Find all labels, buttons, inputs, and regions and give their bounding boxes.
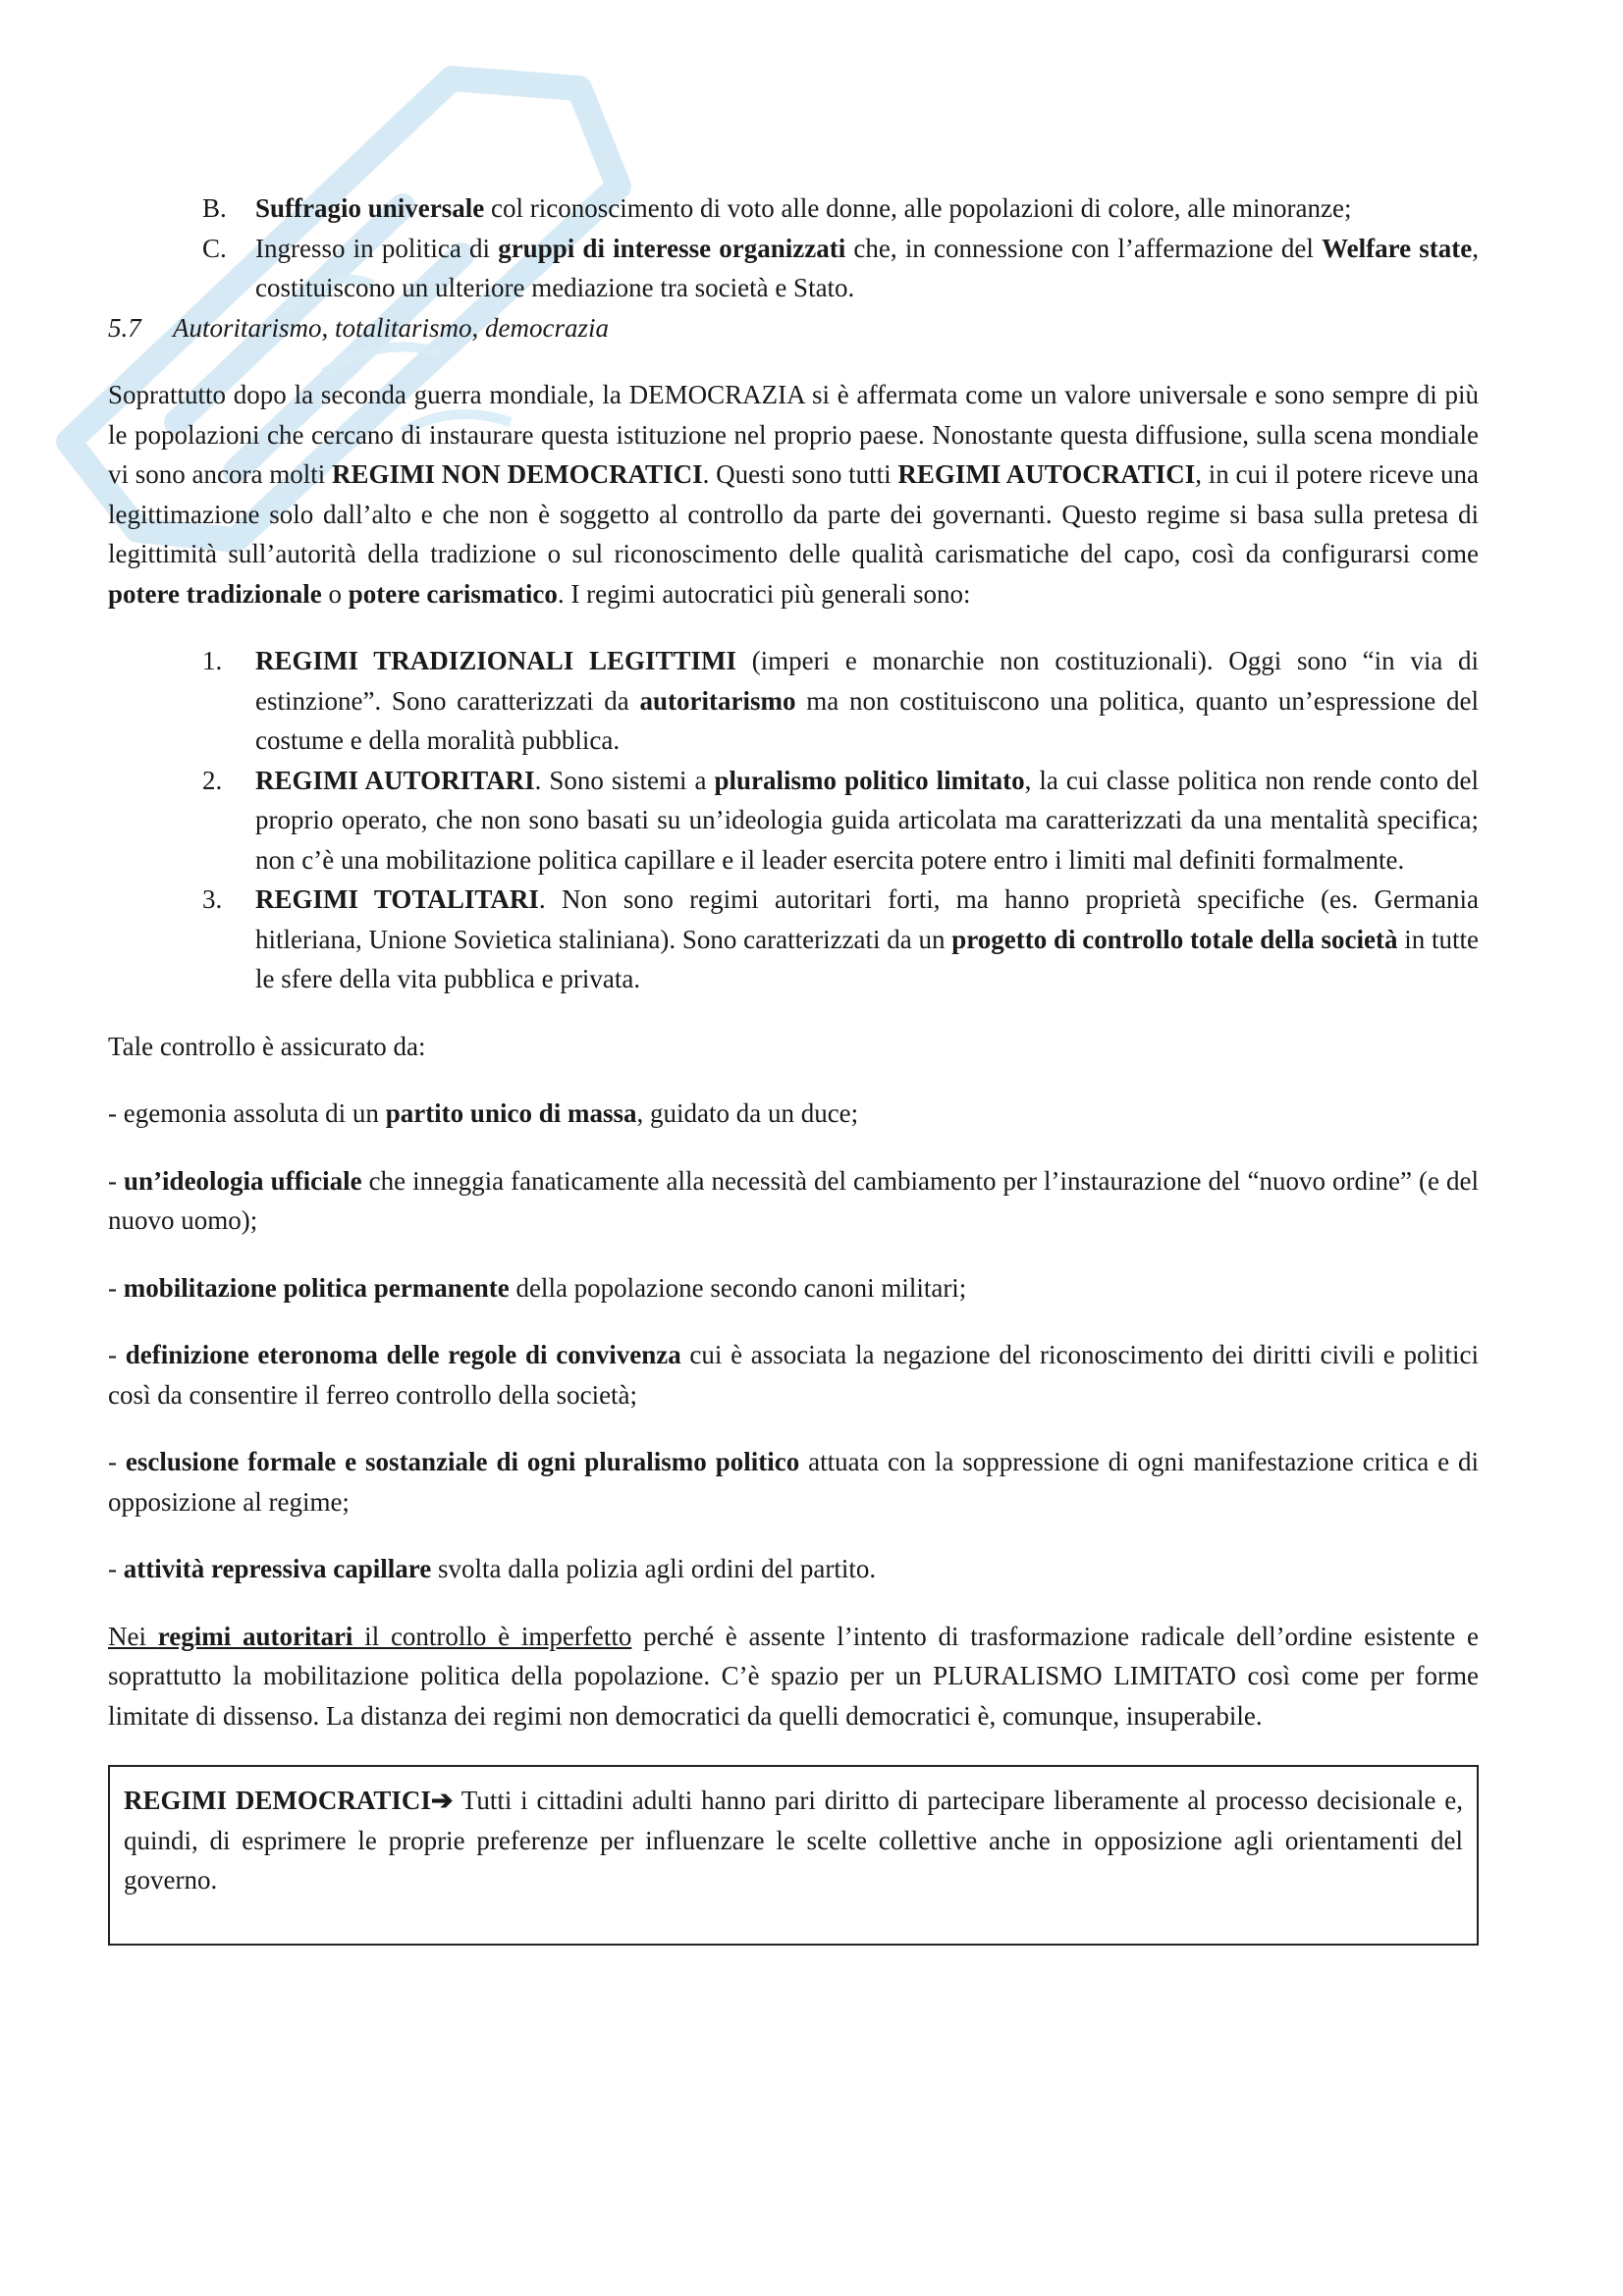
bold-term: Suffragio universale: [255, 193, 485, 223]
bold-term: partito unico di massa: [385, 1098, 637, 1128]
list-marker: 1.: [202, 646, 223, 675]
bold-term: potere tradizionale: [108, 578, 322, 609]
control-intro: Tale controllo è assicurato da:: [108, 1031, 426, 1061]
bold-term: gruppi di interesse organizzati: [498, 233, 846, 263]
bold-term: REGIMI AUTORITARI: [255, 765, 535, 795]
regime-item-1: 1. REGIMI TRADIZIONALI LEGITTIMI (imperi e monarchie non costituzionali). Oggi sono “in via di estinzione”. Sono caratterizzati da autoritarismo ma non costituiscono una politica, quanto un’espressione del costume e della moralità pubblica.: [155, 641, 1479, 761]
bold-term: pluralismo politico limitato: [714, 765, 1025, 795]
intro-paragraph: Soprattutto dopo la seconda guerra mondiale, la DEMOCRAZIA si è affermata come un valore universale e sono sempre di più le popolazioni che cercano di instaurare questa istituzione nel proprio paese. Nonostante questa diffusione, sulla scena mondiale vi sono ancora molti REGIMI NON DEMOCRATICI. Questi sono tutti REGIMI AUTOCRATICI, in cui il potere riceve una legittimazione solo dall’alto e che non è soggetto al controllo da parte dei governanti. Questo regime si basa sulla pretesa di legittimità sull’autorità della tradizione o sul riconoscimento delle qualità carismatiche del capo, così da configurarsi come potere tradizionale o potere carismatico. I regimi autocratici più generali sono:: [108, 380, 1479, 609]
definition-box: [108, 1765, 1479, 1946]
control-item: - attività repressiva capillare svolta dalla polizia agli ordini del partito.: [108, 1554, 877, 1583]
section-heading: [108, 308, 1479, 348]
regime-item-3: 3. REGIMI TOTALITARI. Non sono regimi autoritari forti, ma hanno proprietà specifiche (es. Germania hitleriana, Unione Sovietica staliniana). Sono caratterizzati da un progetto di controllo totale della società in tutte le sfere della vita pubblica e privata.: [155, 880, 1479, 999]
bold-term: attività repressiva capillare: [123, 1554, 432, 1583]
list-item-b: [155, 188, 1479, 229]
bold-term: esclusione formale e sostanziale di ogni pluralismo politico: [125, 1447, 800, 1476]
bold-term: definizione eteronoma delle regole di convivenza: [125, 1340, 681, 1369]
bold-term: potere carismatico: [348, 578, 558, 609]
bold-term: un’ideologia ufficiale: [124, 1165, 362, 1196]
arrow-icon: ➔: [430, 1786, 454, 1815]
bold-term: REGIMI AUTOCRATICI: [897, 459, 1196, 489]
control-item: - mobilitazione politica permanente della popolazione secondo canoni militari;: [108, 1272, 967, 1303]
text-run: Ingresso in politica di: [255, 233, 499, 263]
text-run: , costituiscono un ulteriore mediazione tra società e Stato.: [255, 233, 1479, 302]
bold-term: mobilitazione politica permanente: [123, 1272, 510, 1303]
list-marker: 2.: [202, 765, 223, 795]
bold-term: progetto di controllo totale della società: [951, 924, 1398, 954]
bold-term: REGIMI NON DEMOCRATICI: [332, 459, 703, 489]
box-text: REGIMI DEMOCRATICI➔ Tutti i cittadini adulti hanno pari diritto di partecipare liberamente al processo decisionale e, quindi, di esprimere le proprie preferenze per influenzare le scelte collettive anche in opposizione agli orientamenti del governo.: [124, 1786, 1463, 1895]
top-list: [155, 188, 1479, 308]
regime-item-2: 2. REGIMI AUTORITARI. Sono sistemi a pluralismo politico limitato, la cui classe politica non rende conto del proprio operato, che non sono basati su un’ideologia guida articolata ma caratterizzati da una mentalità specifica; non c’è una mobilitazione politica capillare e il leader esercita potere entro i limiti mal definiti formalmente.: [155, 761, 1479, 881]
controls-block: [108, 1027, 1479, 1946]
control-item: - esclusione formale e sostanziale di ogni pluralismo politico attuata con la soppressione di ogni manifestazione critica e di opposizione al regime;: [108, 1447, 1479, 1517]
control-item: - un’ideologia ufficiale che inneggia fanaticamente alla necessità del cambiamento per l’instaurazione del “nuovo ordine” (e del nuovo uomo);: [108, 1165, 1479, 1235]
bold-term: Welfare state: [1322, 233, 1473, 263]
bold-term: REGIMI TOTALITARI: [255, 884, 539, 914]
list-marker: B.: [202, 193, 227, 223]
regimes-list: [155, 641, 1479, 999]
text-run: che, in connessione con l’affermazione del: [845, 233, 1323, 263]
list-marker: 3.: [202, 884, 223, 914]
control-item: - egemonia assoluta di un partito unico di massa, guidato da un duce;: [108, 1098, 859, 1128]
bold-term: REGIMI DEMOCRATICI: [124, 1786, 431, 1815]
list-item-c: [155, 229, 1479, 308]
section-title: Autoritarismo, totalitarismo, democrazia: [173, 312, 610, 343]
document-page: [108, 188, 1480, 1946]
control-item: - definizione eteronoma delle regole di convivenza cui è associata la negazione del riconoscimento dei diritti civili e politici così da consentire il ferreo controllo della società;: [108, 1340, 1479, 1410]
section-number: 5.7: [108, 312, 141, 343]
authoritarian-paragraph: Nei regimi autoritari il controllo è imperfetto perché è assente l’intento di trasformazione radicale dell’ordine esistente e soprattutto la mobilitazione politica della popolazione. C’è spazio per un PLURALISMO LIMITATO così come per forme limitate di dissenso. La distanza dei regimi non democratici da quelli democratici è, comunque, insuperabile.: [108, 1621, 1479, 1731]
bold-term: REGIMI TRADIZIONALI LEGITTIMI: [255, 646, 736, 675]
text-run: col riconoscimento di voto alle donne, alle popolazioni di colore, alle minoranze;: [484, 193, 1352, 223]
list-marker: C.: [202, 233, 227, 263]
bold-term: regimi autoritari: [157, 1621, 353, 1651]
bold-term: autoritarismo: [639, 685, 796, 716]
